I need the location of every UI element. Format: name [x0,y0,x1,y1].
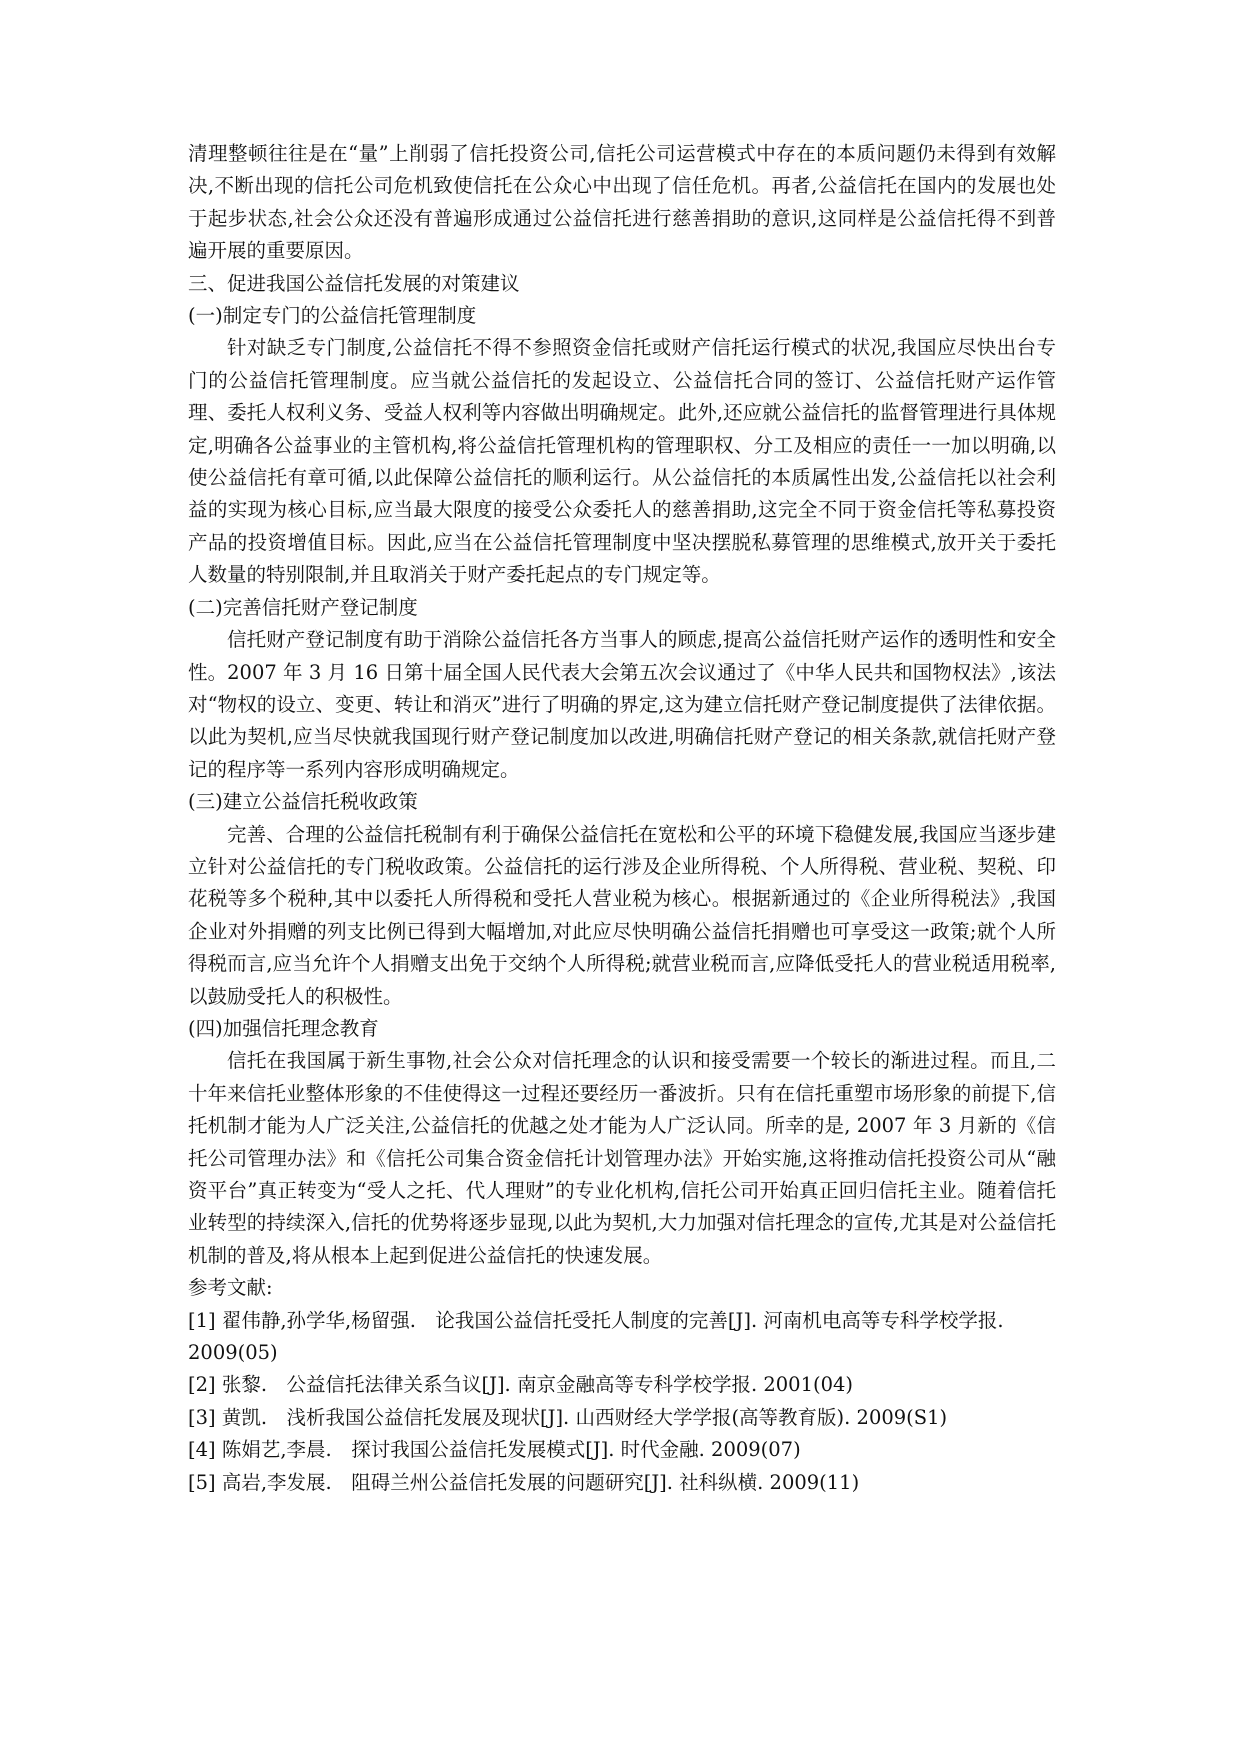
references-title: 参考文献: [188,1276,273,1300]
subsection-heading-4: (四)加强信托理念教育 [188,1016,379,1040]
document-page [188,138,1056,1499]
reference-list [188,1305,1056,1499]
section-title: 三、促进我国公益信托发展的对策建议 [188,271,520,295]
reference-item: [4] 陈娟艺,李晨. 探讨我国公益信托发展模式[J]. 时代金融. 2009(07) [188,1438,801,1462]
subsection-heading-2: (二)完善信托财产登记制度 [188,595,418,619]
reference-item: [2] 张黎. 公益信托法律关系刍议[J]. 南京金融高等专科学校学报. 2001(04) [188,1373,853,1397]
reference-item: [5] 高岩,李发展. 阻碍兰州公益信托发展的问题研究[J]. 社科纵横. 2009(11) [188,1470,860,1494]
subsection-body-1: 针对缺乏专门制度,公益信托不得不参照资金信托或财产信托运行模式的状况,我国应尽快出台专门的公益信托管理制度。应当就公益信托的发起设立、公益信托合同的签订、公益信托财产运作管理、委托人权利义务、受益人权利等内容做出明确规定。此外,还应就公益信托的监督管理进行具体规定,明确各公益事业的主管机构,将公益信托管理机构的管理职权、分工及相应的责任一一加以明确,以使公益信托有章可循,以此保障公益信托的顺利运行。从公益信托的本质属性出发,公益信托以社会利益的实现为核心目标,应当最大限度的接受公众委托人的慈善捐助,这完全不同于资金信托等私募投资产品的投资增值目标。因此,应当在公益信托管理制度中坚决摆脱私募管理的思维模式,放开关于委托人数量的特别限制,并且取消关于财产委托起点的专门规定等。 [188,336,1056,587]
subsection-heading-1: (一)制定专门的公益信托管理制度 [188,304,477,328]
subsection-heading-3: (三)建立公益信托税收政策 [188,790,418,814]
subsection-body-2: 信托财产登记制度有助于消除公益信托各方当事人的顾虑,提高公益信托财产运作的透明性和安全性。2007 年 3 月 16 日第十届全国人民代表大会第五次会议通过了《中华人民共和国物权法》,该法对“物权的设立、变更、转让和消灭”进行了明确的界定,这为建立信托财产登记制度提供了法律依据。以此为契机,应当尽快就我国现行财产登记制度加以改进,明确信托财产登记的相关条款,就信托财产登记的程序等一系列内容形成明确规定。 [188,628,1056,781]
subsection-body-3: 完善、合理的公益信托税制有利于确保公益信托在宽松和公平的环境下稳健发展,我国应当逐步建立针对公益信托的专门税收政策。公益信托的运行涉及企业所得税、个人所得税、营业税、契税、印花税等多个税种,其中以委托人所得税和受托人营业税为核心。根据新通过的《企业所得税法》,我国企业对外捐赠的列支比例已得到大幅增加,对此应尽快明确公益信托捐赠也可享受这一政策;就个人所得税而言,应当允许个人捐赠支出免于交纳个人所得税;就营业税而言,应降低受托人的营业税适用税率,以鼓励受托人的积极性。 [188,822,1056,1008]
continued-paragraph: 清理整顿往往是在“量”上削弱了信托投资公司,信托公司运营模式中存在的本质问题仍未得到有效解决,不断出现的信托公司危机致使信托在公众心中出现了信任危机。再者,公益信托在国内的发展也处于起步状态,社会公众还没有普遍形成通过公益信托进行慈善捐助的意识,这同样是公益信托得不到普遍开展的重要原因。 [188,142,1056,263]
reference-item: [1] 翟伟静,孙学华,杨留强. 论我国公益信托受托人制度的完善[J]. 河南机电高等专科学校学报. 2009(05) [188,1308,1004,1365]
reference-item: [3] 黄凯. 浅析我国公益信托发展及现状[J]. 山西财经大学学报(高等教育版). 2009(S1) [188,1405,948,1429]
subsection-body-4: 信托在我国属于新生事物,社会公众对信托理念的认识和接受需要一个较长的渐进过程。而且,二十年来信托业整体形象的不佳使得这一过程还要经历一番波折。只有在信托重塑市场形象的前提下,信托机制才能为人广泛关注,公益信托的优越之处才能为人广泛认同。所幸的是, 2007 年 3 月新的《信托公司管理办法》和《信托公司集合资金信托计划管理办法》开始实施,这将推动信托投资公司从“融资平台”真正转变为“受人之托、代人理财”的专业化机构,信托公司开始真正回归信托主业。随着信托业转型的持续深入,信托的优势将逐步显现,以此为契机,大力加强对信托理念的宣传,尤其是对公益信托机制的普及,将从根本上起到促进公益信托的快速发展。 [188,1049,1056,1267]
